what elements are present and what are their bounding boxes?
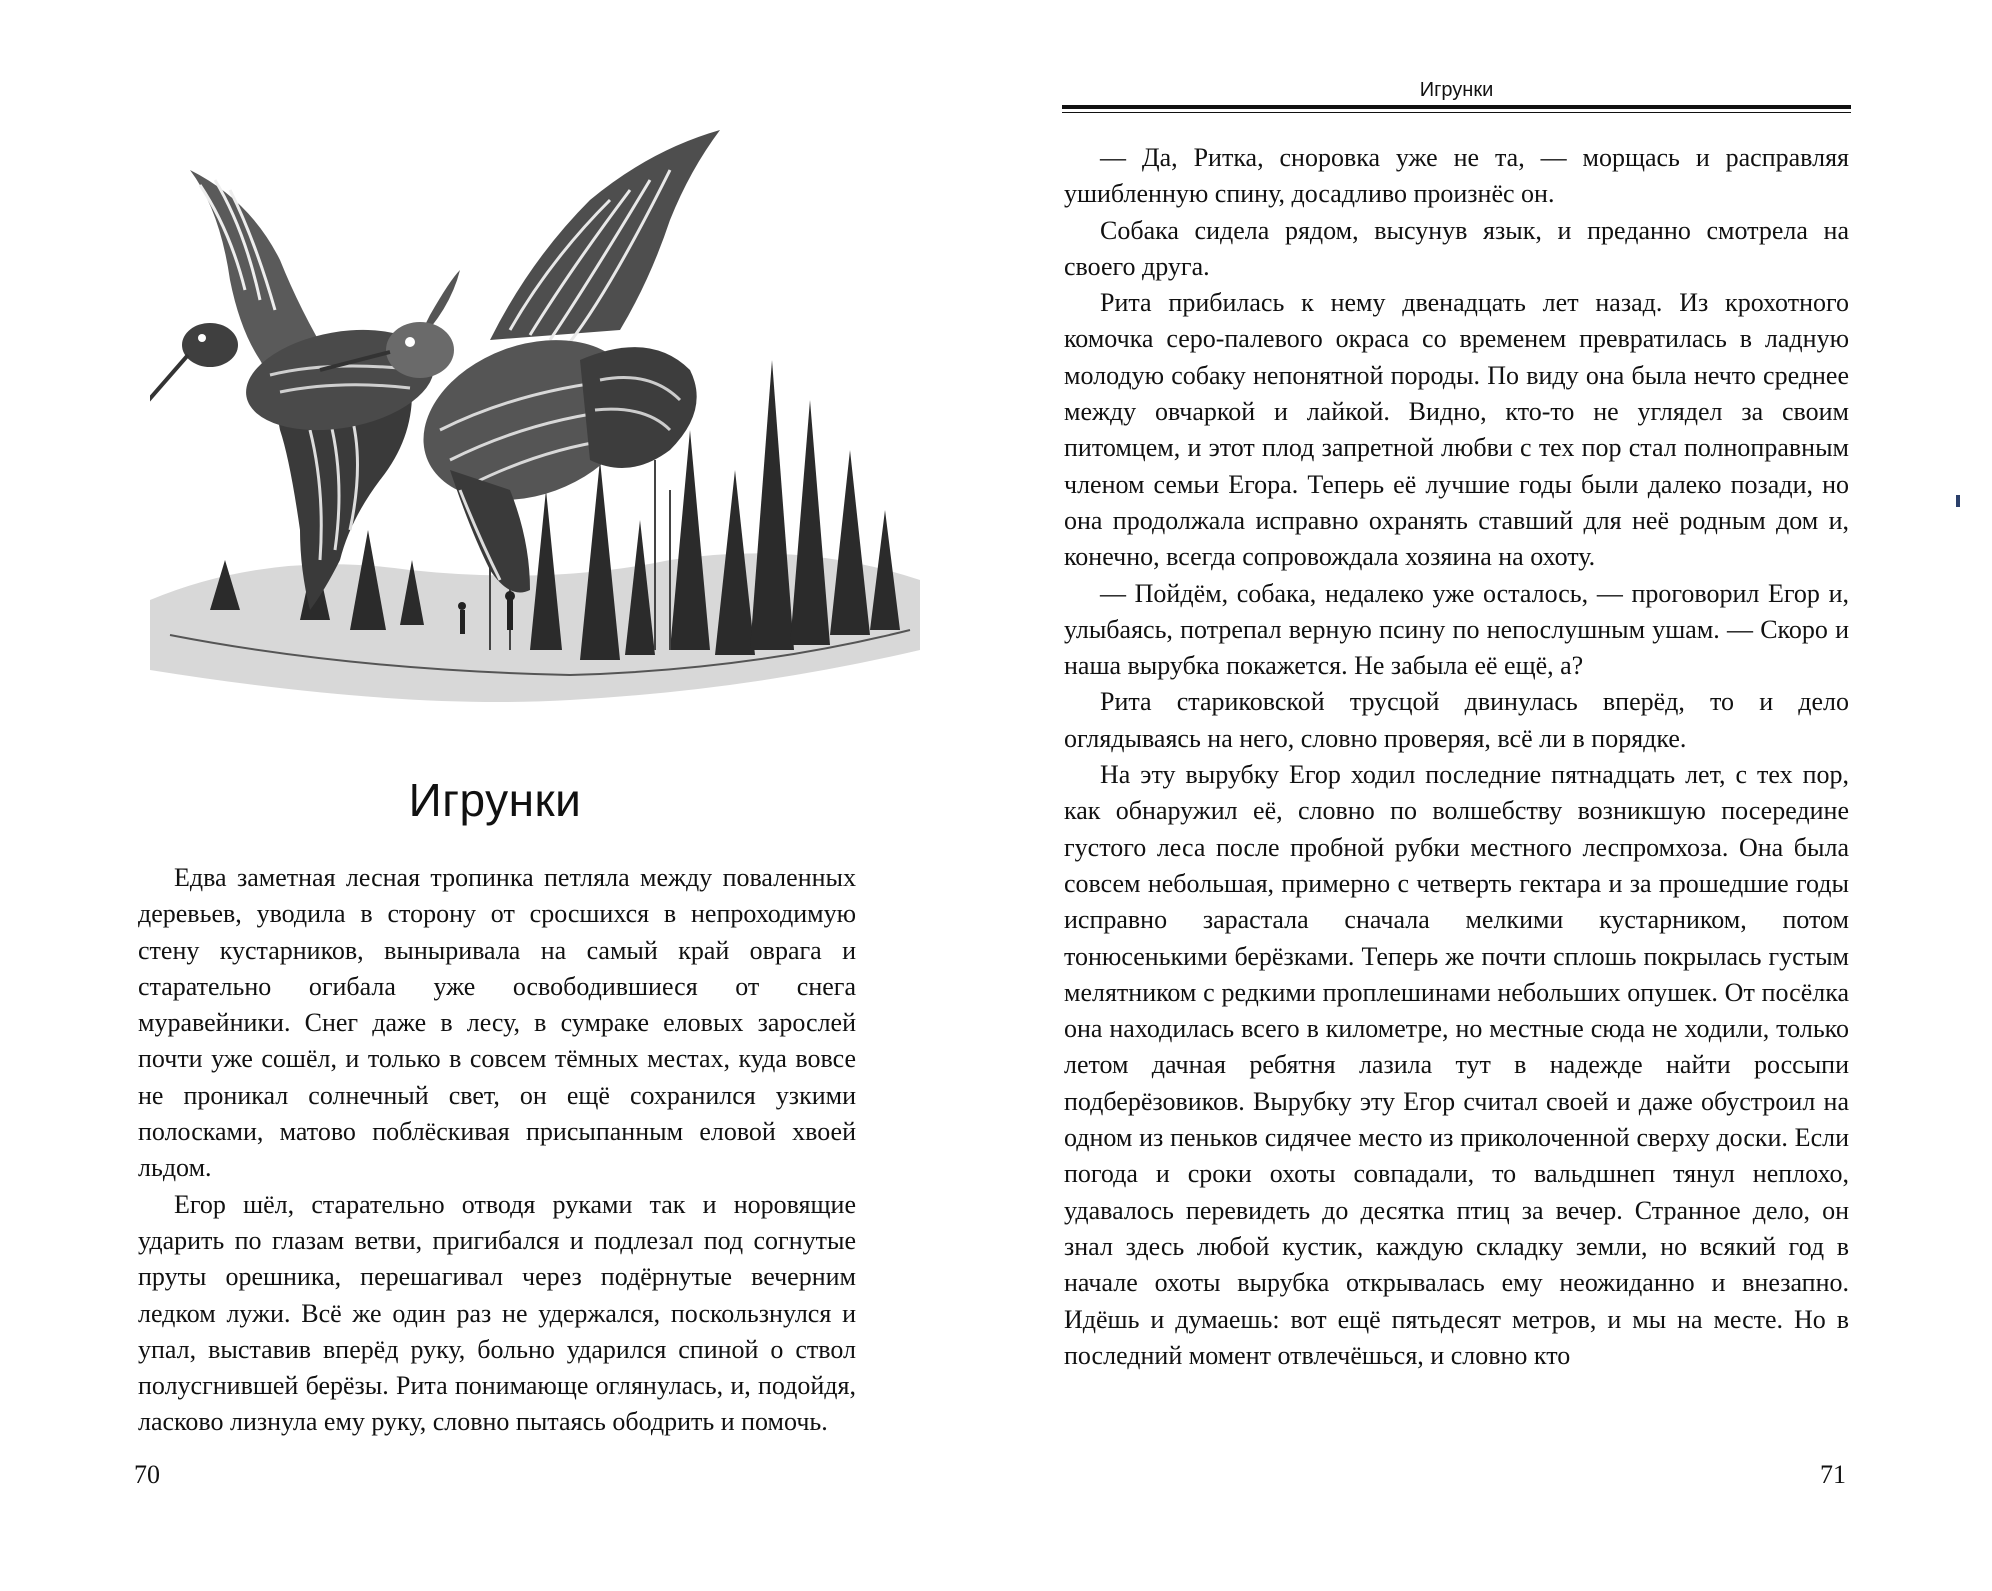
woodcock-illustration-icon — [150, 130, 920, 740]
page-number-left: 70 — [134, 1460, 160, 1489]
header-rule-thin — [1062, 112, 1851, 113]
paragraph: — Да, Ритка, сноровка уже не та, — морщась и расправляя ушибленную спину, досадливо произнёс он. — [1064, 143, 1849, 209]
page-edge-mark — [1956, 495, 1960, 507]
paragraph: Едва заметная лесная тропинка петляла между поваленных деревьев, уводила в сторону от сросшихся в непроходимую стену кустарников, выныривала на самый край оврага и старательно огибала уже освободившиеся от снега муравейники. Снег даже в лесу, в сумраке еловых зарослей почти уже сошёл, и только в совсем тёмных местах, куда вовсе не проникал солнечный свет, он ещё сохранился узкими полосками, матово поблёскивая присыпанным еловой хвоей льдом. — [138, 863, 856, 1183]
paragraph: Собака сидела рядом, высунув язык, и преданно смотрела на своего друга. — [1064, 215, 1849, 281]
right-page-body — [1064, 140, 1849, 1374]
right-page — [996, 0, 1992, 1591]
running-head: Игрунки — [1419, 79, 1494, 101]
left-page-body — [138, 860, 856, 1441]
page-number-right: 71 — [1820, 1460, 1846, 1489]
paragraph: Егор шёл, старательно отводя руками так и норовящие ударить по глазам ветви, пригибался и подлезал под согнутые пруты орешника, перешагивал через подёрнутые вечерним ледком лужи. Всё же один раз не удержался, поскользнулся и упал, выставив вперёд руку, больно ударился спиной о ствол полусгнившей берёзы. Рита понимающе оглянулась, и, подойдя, ласково лизнула ему руку, словно пытаясь ободрить и помочь. — [138, 1189, 856, 1437]
paragraph: — Пойдём, собака, недалеко уже осталось, — проговорил Егор и, улыбаясь, потрепал верную псину по непослушным ушам. — Скоро и наша вырубка покажется. Не забыла её ещё, а? — [1064, 578, 1849, 681]
chapter-title: Игрунки — [408, 774, 582, 826]
paragraph: Рита прибилась к нему двенадцать лет назад. Из крохотного комочка серо-палевого окраса со временем превратилась в ладную молодую собаку непонятной породы. По виду она была нечто среднее между овчаркой и лайкой. Видно, кто-то не углядел за своим питомцем, и этот плод запретной любви с тех пор стал полноправным членом семьи Егора. Теперь её лучшие годы были далеко позади, но она продолжала исправно охранять ставший для неё родным дом и, конечно, всегда сопровождала хозяина на охоту. — [1064, 288, 1849, 572]
paragraph: Рита стариковской трусцой двинулась вперёд, то и дело оглядываясь на него, словно проверяя, всё ли в порядке. — [1064, 687, 1849, 753]
header-rule — [1062, 105, 1851, 109]
paragraph: На эту вырубку Егор ходил последние пятнадцать лет, с тех пор, как обнаружил её, словно по волшебству возникшую посередине густого леса после пробной рубки местного леспромхоза. Она была совсем небольшая, примерно с четверть гектара и за прошедшие годы исправно зарастала сначала мелкими кустарником, потом тонюсенькими берёзками. Теперь же почти сплошь покрылась густым мелятником с редкими проплешинами небольших опушек. От посёлка она находилась всего в километре, но местные сюда не ходили, только летом дачная ребятня лазила тут в надежде найти россыпи подберёзовиков. Вырубку эту Егор считал своей и даже обустроил на одном из пеньков сидячее место из приколоченной сверху доски. Если погода и сроки охоты совпадали, то вальдшнеп тянул неплохо, удавалось перевидеть до десятка птиц за вечер. Странное дело, он знал здесь любой кустик, каждую складку земли, но всякий год в начале охоты вырубка открывалась ему неожиданно и внезапно. Идёшь и думаешь: вот ещё пятьдесят метров, и мы на месте. Но в последний момент отвлечёшься, и словно кто — [1064, 760, 1849, 1370]
